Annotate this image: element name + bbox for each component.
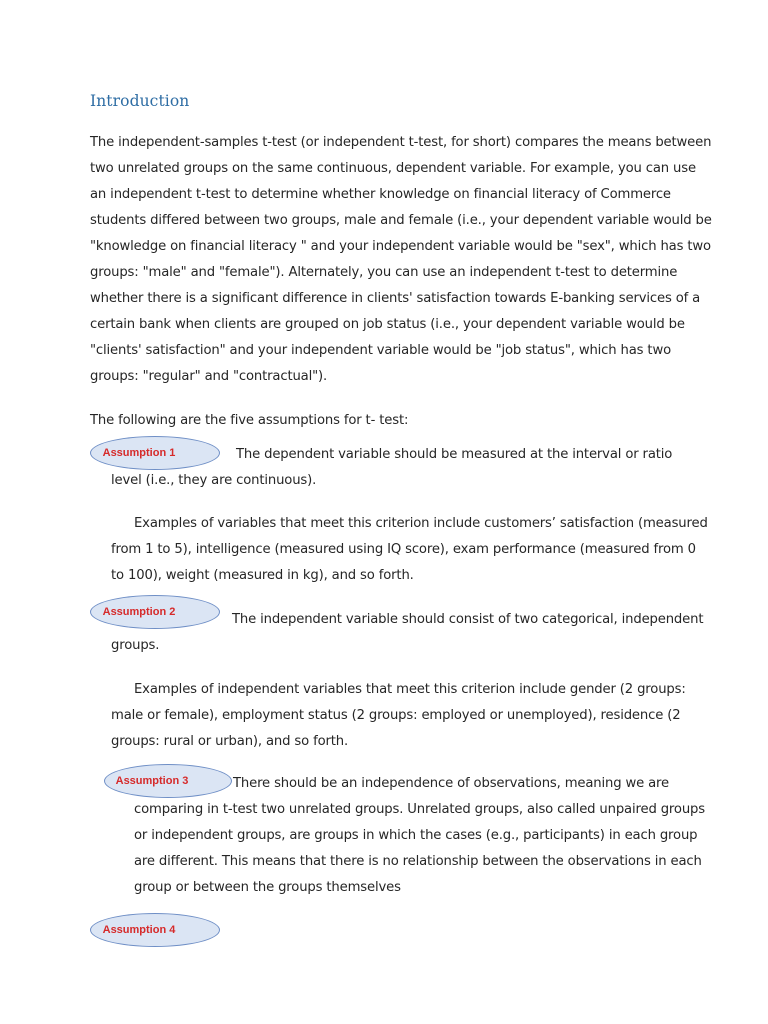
assumption-1-text: level (i.e., they are continuous).	[111, 473, 317, 488]
intro-line: groups: "regular" and "contractual").	[90, 369, 328, 384]
assumption-1-example: to 100), weight (measured in kg), and so forth.	[111, 568, 414, 583]
assumption-3-text: or independent groups, are groups in which the cases (e.g., participants) in each group	[134, 828, 698, 843]
assumption-3-text: are different. This means that there is no relationship between the observations in each	[134, 854, 702, 869]
intro-line: students differed between two groups, male and female (i.e., your dependent variable would be	[90, 213, 712, 228]
assumption-1-text: The dependent variable should be measured at the interval or ratio	[236, 447, 673, 462]
assumption-2-example: Examples of independent variables that meet this criterion include gender (2 groups:	[134, 682, 686, 697]
assumption-3-text: group or between the groups themselves	[134, 880, 401, 895]
assumption-2-text: The independent variable should consist of two categorical, independent	[232, 612, 704, 627]
assumption-4-label: Assumption 4	[102, 924, 176, 936]
assumption-2-label: Assumption 2	[102, 606, 176, 618]
intro-line: The independent-samples t-test (or independent t-test, for short) compares the means between	[90, 135, 712, 150]
assumptions-intro: The following are the five assumptions for t- test:	[90, 413, 409, 428]
assumption-3-text: There should be an independence of observations, meaning we are	[233, 776, 670, 791]
assumption-3-badge	[104, 764, 232, 798]
intro-line: "knowledge on financial literacy " and your independent variable would be "sex", which has two	[90, 239, 711, 254]
assumption-1-example: Examples of variables that meet this criterion include customers’ satisfaction (measured	[134, 516, 708, 531]
assumption-2-badge	[90, 595, 220, 629]
assumption-2-example: groups: rural or urban), and so forth.	[111, 734, 349, 749]
assumption-2-text: groups.	[111, 638, 160, 653]
intro-line: two unrelated groups on the same continuous, dependent variable. For example, you can use	[90, 161, 696, 176]
intro-line: whether there is a significant difference in clients' satisfaction towards E-banking services of a	[90, 291, 701, 306]
assumption-2-example: male or female), employment status (2 groups: employed or unemployed), residence (2	[111, 708, 681, 723]
assumption-1-example: from 1 to 5), intelligence (measured using IQ score), exam performance (measured from 0	[111, 542, 696, 557]
section-heading: Introduction	[90, 92, 190, 110]
intro-line: "clients' satisfaction" and your independent variable would be "job status", which has two	[90, 343, 672, 358]
assumption-1-label: Assumption 1	[102, 447, 176, 459]
assumption-3-label: Assumption 3	[115, 775, 189, 787]
intro-line: an independent t-test to determine whether knowledge on financial literacy of Commerce	[90, 187, 671, 202]
intro-line: certain bank when clients are grouped on job status (i.e., your dependent variable would be	[90, 317, 685, 332]
assumption-1-badge	[90, 436, 220, 470]
assumption-4-badge	[90, 913, 220, 947]
intro-line: groups: "male" and "female"). Alternately, you can use an independent t-test to determine	[90, 265, 678, 280]
assumption-3-text: comparing in t-test two unrelated groups. Unrelated groups, also called unpaired groups	[134, 802, 705, 817]
